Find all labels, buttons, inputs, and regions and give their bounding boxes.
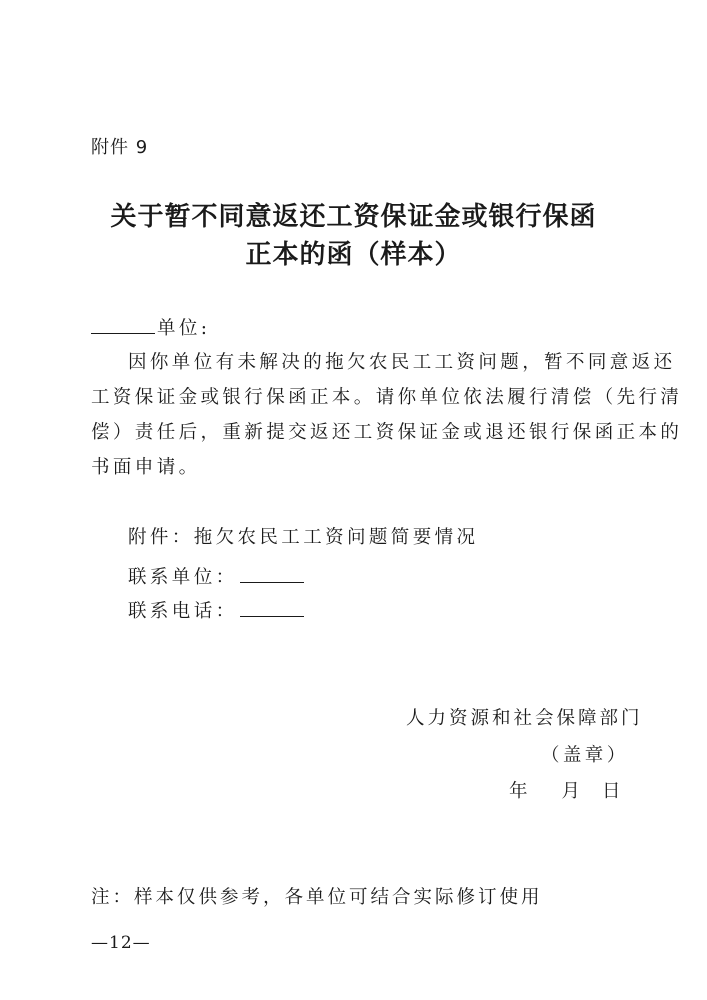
contact-unit-line bbox=[128, 563, 304, 589]
contact-unit-label: 联系单位： bbox=[128, 567, 238, 588]
issuing-department: 人力资源和社会保障部门 bbox=[406, 708, 643, 729]
annex-label: 附件 9 bbox=[91, 137, 149, 158]
document-title-line-1: 关于暂不同意返还工资保证金或银行保函 bbox=[110, 202, 597, 232]
date-year: 年 bbox=[509, 781, 528, 802]
contact-phone-blank bbox=[240, 598, 304, 617]
contact-phone-line bbox=[128, 597, 304, 623]
document-title-line-2: 正本的函（样本） bbox=[245, 240, 462, 270]
body-line-1: 因你单位有未解决的拖欠农民工工资问题，暂不同意返还 bbox=[128, 352, 676, 373]
date-day: 日 bbox=[602, 781, 621, 802]
body-line-2: 工资保证金或银行保函正本。请你单位依法履行清偿（先行清 bbox=[91, 387, 683, 408]
seal-placeholder: （盖章） bbox=[541, 745, 629, 766]
contact-phone-label: 联系电话： bbox=[128, 601, 238, 622]
footnote: 注：样本仅供参考，各单位可结合实际修订使用 bbox=[91, 887, 543, 908]
recipient-blank bbox=[91, 315, 155, 334]
attachment-line: 附件：拖欠农民工工资问题简要情况 bbox=[128, 527, 479, 548]
contact-unit-blank bbox=[240, 564, 304, 583]
body-line-4: 书面申请。 bbox=[91, 457, 201, 478]
date-line bbox=[509, 777, 621, 803]
recipient-suffix: 单位: bbox=[157, 318, 211, 339]
body-line-3: 偿）责任后，重新提交返还工资保证金或退还银行保函正本的 bbox=[91, 422, 683, 443]
recipient-line bbox=[91, 314, 210, 340]
page-number: —12— bbox=[91, 933, 151, 953]
date-month: 月 bbox=[561, 781, 581, 802]
